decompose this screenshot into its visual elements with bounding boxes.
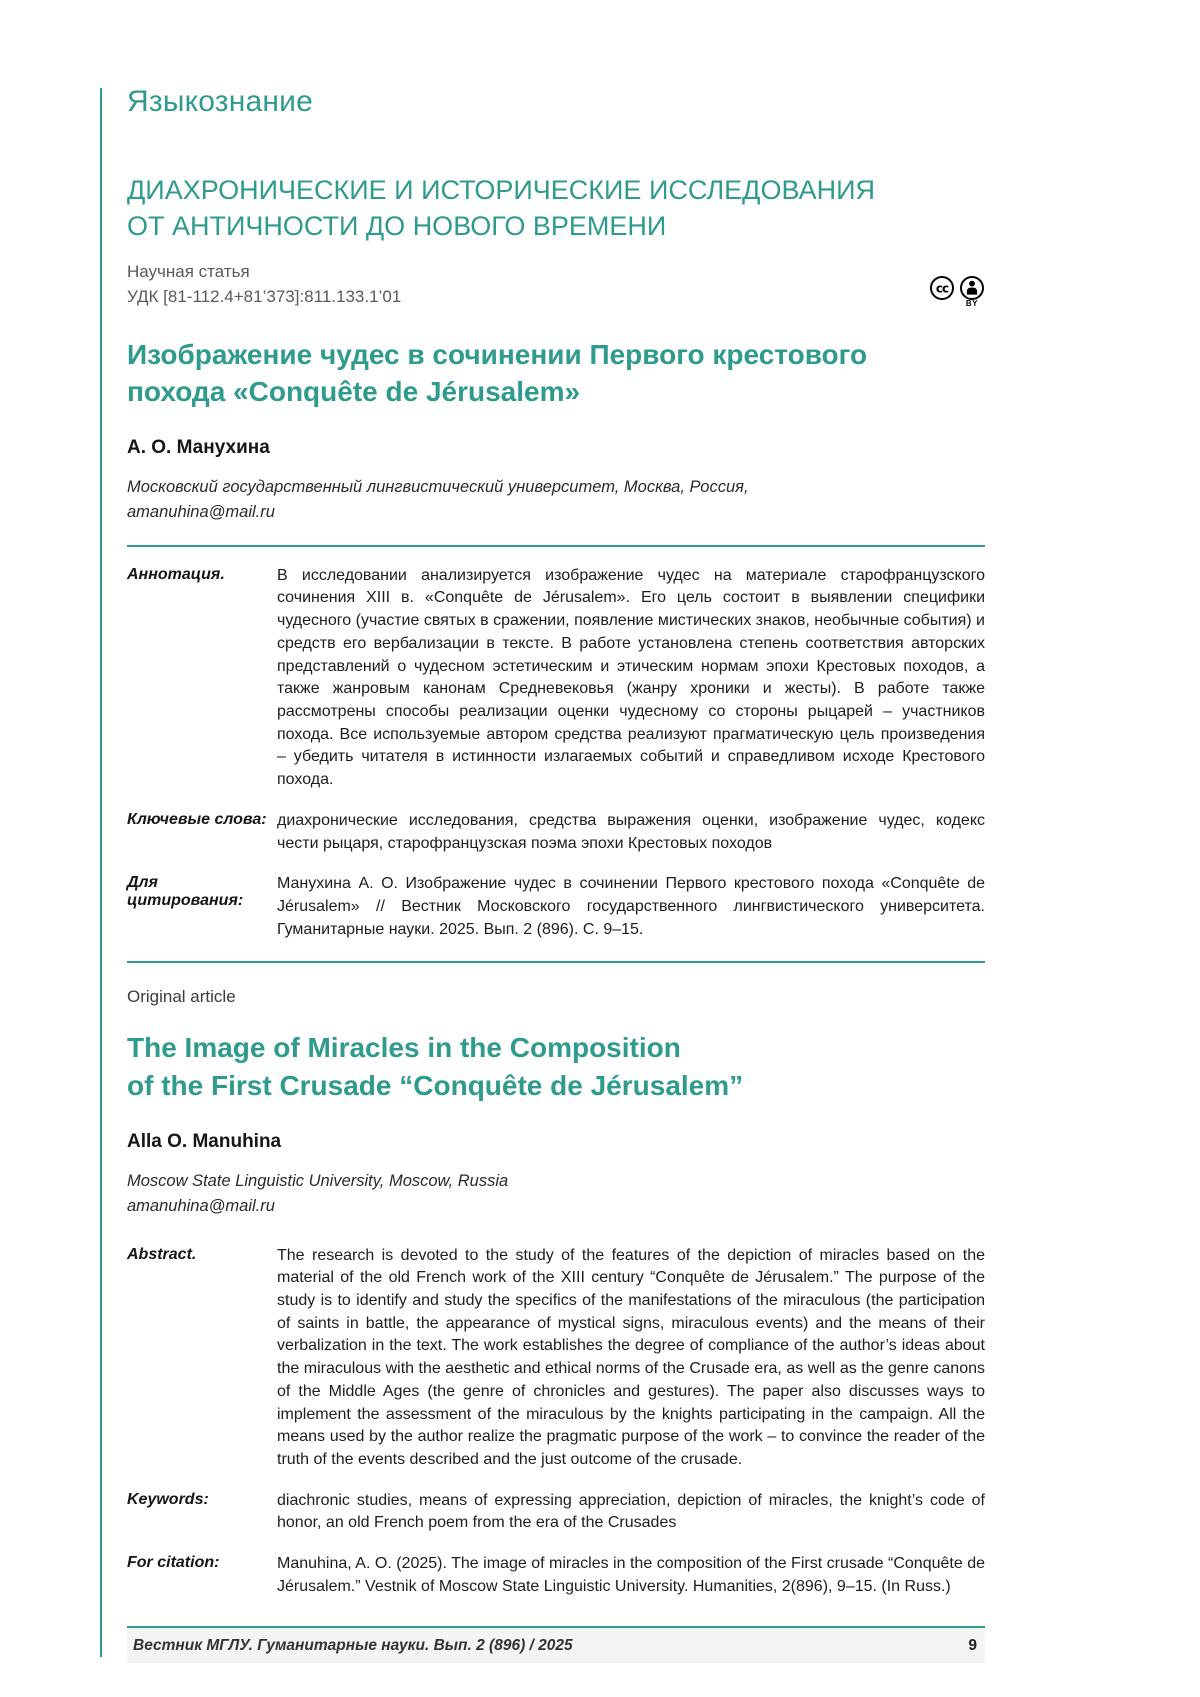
rubric-line: ДИАХРОНИЧЕСКИЕ И ИСТОРИЧЕСКИЕ ИССЛЕДОВАНИЯ <box>127 175 875 205</box>
page-number: 9 <box>968 1637 977 1654</box>
affiliation-line: Московский государственный лингвистический университет, Москва, Россия, <box>127 478 749 497</box>
cc-icon <box>929 275 955 301</box>
keywords-text-en: diachronic studies, means of expressing appreciation, depiction of miracles, the knight’s code of honor, an old French poem from the era of the Crusades <box>277 1491 985 1532</box>
citation-text-ru: Манухина А. О. Изображение чудес в сочинении Первого крестового похода «Conquête de Jérusalem» // Вестник Московского государственного лингвистического университета. Гуманитарные науки. 2025. Вып. 2 (896). С. 9–15. <box>277 875 985 938</box>
keywords-block-ru <box>127 810 985 855</box>
journal-section-heading: Языкознание <box>127 85 314 118</box>
article-title-ru <box>127 336 985 412</box>
article-title-en-line: of the First Crusade “Conquête de Jérusalem” <box>127 1070 744 1102</box>
author-name-en: Alla O. Manuhina <box>127 1131 282 1152</box>
journal-reference: Вестник МГЛУ. Гуманитарные науки. Вып. 2 (896) / 2025 <box>133 1637 573 1654</box>
article-type-ru: Научная статья <box>127 262 250 282</box>
affiliation-line: Moscow State Linguistic University, Moscow, Russia <box>127 1172 509 1190</box>
left-accent-rule <box>100 88 102 1657</box>
abstract-text-ru: В исследовании анализируется изображение чудес на материале старофранцузского сочинения XIII в. «Conquête de Jérusalem». Его цель состоит в выявлении специфики чудесного (участие святых в сражении, появление мистических знаков, необычные события) и средств его вербализации в тексте. В работе установлена степень соответствия авторских представлений о чудесном эстетическим и этическим нормам эпохи Крестовых походов, а также жанровым канонам Средневековья (жанру хроники и жесты). В работе также рассмотрены способы реализации оценки чудесному со стороны рыцарей – участников похода. Все используемые автором средства реализуют прагматическую цель произведения – убедить читателя в истинности излагаемых событий и справедливом исходе Крестового похода. <box>277 566 985 789</box>
article-type-en: Original article <box>127 987 236 1007</box>
keywords-label-ru: Ключевые слова: <box>127 810 267 828</box>
author-affiliation-ru <box>127 475 985 525</box>
page-footer <box>127 1626 985 1663</box>
divider-rule <box>127 961 985 963</box>
keywords-label-en: Keywords: <box>127 1490 209 1508</box>
divider-rule <box>127 545 985 547</box>
author-name-ru: А. О. Манухина <box>127 437 270 459</box>
cc-by-license-badge <box>929 275 985 310</box>
citation-block-en <box>127 1553 985 1598</box>
rubric-line: ОТ АНТИЧНОСТИ ДО НОВОГО ВРЕМЕНИ <box>127 210 667 241</box>
article-title-ru-line: Изображение чудес в сочинении Первого крестового <box>127 338 868 370</box>
article-meta-row <box>127 260 985 309</box>
keywords-text-ru: диахронические исследования, средства выражения оценки, изображение чудес, кодекс чести рыцаря, старофранцузская поэма эпохи Крестовых походов <box>277 811 985 852</box>
author-affiliation-en <box>127 1169 985 1219</box>
article-meta <box>127 260 401 309</box>
article-title-en-line: The Image of Miracles in the Composition <box>127 1032 681 1064</box>
footer-row <box>127 1628 985 1663</box>
abstract-label-ru: Аннотация. <box>127 565 225 583</box>
page-content <box>127 0 985 1599</box>
abstract-block-ru <box>127 565 985 792</box>
abstract-text-en: The research is devoted to the study of the features of the depiction of miracles based on the material of the old French work of the XIII century “Conquête de Jérusalem.” The purpose of the study is to identify and study the specifics of the manifestations of the miraculous (the participation of saints in battle, the appearance of mystical signs, miraculous events) and the means of their verbalization in the text. The work establishes the degree of compliance of the author’s ideas about the miraculous with the aesthetic and ethical norms of the Crusade era, as well as the genre canons of the Middle Ages (the genre of chronicles and gestures). The paper also discusses ways to implement the assessment of the miraculous by the knights participating in the campaign. All the means used by the author realize the pragmatic purpose of the work – to convince the reader of the truth of the events described and the just outcome of the crusade. <box>277 1246 985 1468</box>
citation-label-en: For citation: <box>127 1554 220 1572</box>
udc-code: УДК [81-112.4+81’373]:811.133.1’01 <box>127 286 402 306</box>
cc-by-person-icon <box>959 275 985 301</box>
citation-label-ru: Для цитирования: <box>127 874 244 910</box>
citation-text-en: Manuhina, A. O. (2025). The image of miracles in the composition of the First crusade “Conquête de Jérusalem.” Vestnik of Moscow State Linguistic University. Humanities, 2(896), 9–15. (In Russ.) <box>277 1555 985 1595</box>
keywords-block-en <box>127 1490 985 1535</box>
citation-block-ru <box>127 873 985 941</box>
cc-license-icons <box>929 275 985 301</box>
article-title-ru-line: похода «Conquête de Jérusalem» <box>127 376 581 408</box>
svg-text:cc: cc <box>935 281 949 296</box>
author-email: amanuhina@mail.ru <box>127 1196 275 1215</box>
author-email: amanuhina@mail.ru <box>127 502 275 521</box>
abstract-block-en <box>127 1245 985 1472</box>
abstract-label-en: Abstract. <box>127 1245 197 1263</box>
article-title-en <box>127 1029 985 1105</box>
cc-by-label: BY <box>965 298 978 308</box>
rubric-heading <box>127 173 985 244</box>
